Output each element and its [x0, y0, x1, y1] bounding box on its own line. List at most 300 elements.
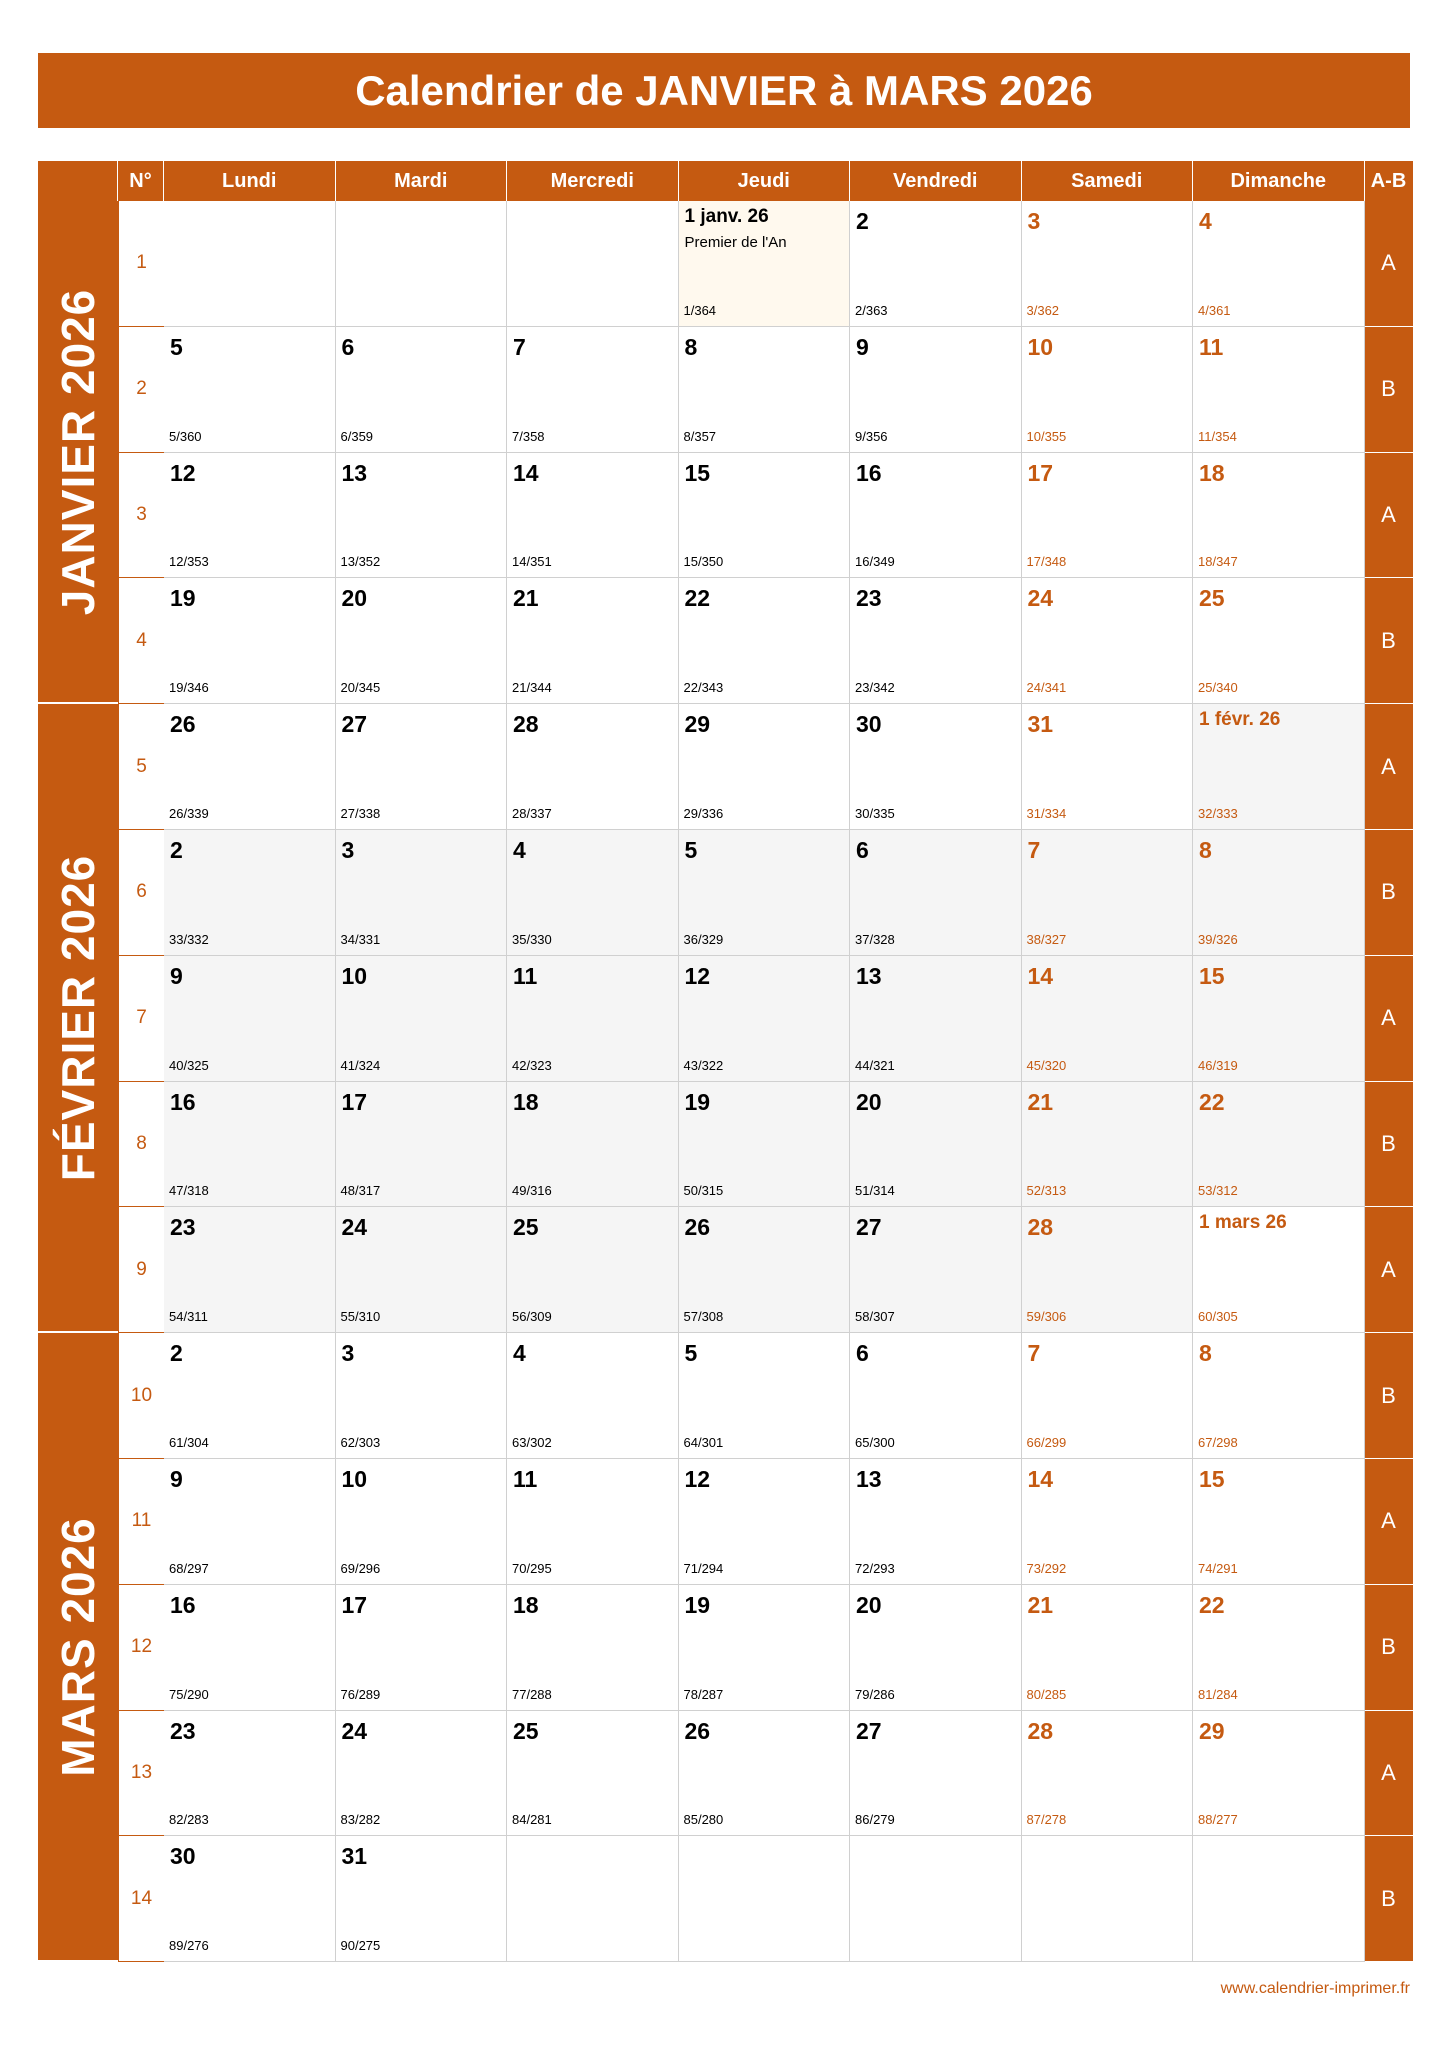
day-label: 28: [1027, 1717, 1054, 1744]
day-ordinal: 41/324: [340, 1057, 381, 1073]
day-label: 21: [1027, 1088, 1054, 1115]
day-cell: [336, 830, 508, 956]
day-cell: [1022, 201, 1194, 327]
day-label: 13: [856, 1465, 882, 1492]
ab-letter: A: [1365, 1459, 1413, 1585]
day-cell: [679, 956, 851, 1082]
ab-letter: A: [1365, 956, 1413, 1082]
day-cell: [679, 1711, 851, 1837]
day-ordinal: 10/355: [1026, 428, 1067, 444]
day-cell: [336, 1585, 508, 1711]
day-label: 9: [170, 962, 183, 989]
day-cell: [1022, 956, 1194, 1082]
day-label: 18: [1199, 459, 1225, 486]
day-cell: [1022, 704, 1194, 830]
day-ordinal: 71/294: [683, 1560, 724, 1576]
day-label: 22: [1199, 1591, 1225, 1618]
ab-letter: A: [1365, 1207, 1413, 1333]
day-cell: [507, 453, 679, 579]
day-ordinal: 9/356: [855, 428, 888, 444]
day-cell: [679, 1082, 851, 1208]
day-ordinal: 85/280: [683, 1812, 724, 1828]
day-cell: [336, 1459, 508, 1585]
day-ordinal: 37/328: [855, 931, 895, 947]
day-label: 26: [170, 711, 196, 738]
day-label: 2: [856, 208, 869, 234]
day-ordinal: 26/339: [169, 805, 209, 821]
ab-letter: B: [1365, 1333, 1413, 1459]
day-ordinal: 82/283: [169, 1812, 209, 1828]
day-ordinal: 45/320: [1026, 1057, 1067, 1073]
empty-cell: [507, 201, 679, 327]
holiday-note: Premier de l'An: [684, 234, 787, 251]
day-ordinal: 55/310: [340, 1309, 381, 1325]
day-ordinal: 87/278: [1026, 1812, 1067, 1828]
day-ordinal: 81/284: [1198, 1686, 1238, 1702]
day-cell: [164, 578, 336, 704]
day-cell: [1193, 1333, 1365, 1459]
day-ordinal: 24/341: [1026, 680, 1067, 696]
day-cell: [1193, 1082, 1365, 1208]
day-cell: [164, 1459, 336, 1585]
week-number: 8: [118, 1082, 164, 1208]
day-cell: [336, 1836, 508, 1962]
day-cell: [850, 830, 1022, 956]
day-cell: [1022, 1082, 1194, 1208]
day-cell: [1193, 1459, 1365, 1585]
day-cell: [164, 1082, 336, 1208]
day-cell: [1022, 1459, 1194, 1585]
day-ordinal: 8/357: [683, 428, 717, 444]
day-cell: [1193, 201, 1365, 327]
day-cell: [679, 453, 851, 579]
day-label: 24: [1027, 585, 1054, 612]
day-label: 14: [513, 459, 539, 486]
header-wednesday: Mercredi: [507, 161, 679, 201]
day-label: 17: [341, 1088, 368, 1115]
month-band: [38, 201, 118, 704]
day-cell: [164, 1333, 336, 1459]
day-label: 8: [1199, 1340, 1212, 1367]
day-cell: [1022, 1207, 1194, 1333]
ab-letter: A: [1365, 201, 1413, 327]
day-cell: [679, 1585, 851, 1711]
day-ordinal: 42/323: [512, 1057, 552, 1073]
day-ordinal: 48/317: [340, 1183, 381, 1199]
day-cell: [1193, 704, 1365, 830]
day-ordinal: 46/319: [1198, 1057, 1238, 1073]
day-ordinal: 76/289: [340, 1686, 381, 1702]
day-ordinal: 62/303: [340, 1434, 381, 1450]
day-cell: [679, 830, 851, 956]
day-ordinal: 54/311: [169, 1309, 208, 1325]
day-ordinal: 23/342: [855, 680, 895, 696]
month-band: [38, 1333, 118, 1962]
week-number: 11: [118, 1459, 164, 1585]
day-ordinal: 7/358: [512, 428, 545, 444]
header-corner: [38, 161, 118, 201]
day-cell: [1193, 453, 1365, 579]
day-ordinal: 56/309: [512, 1309, 552, 1325]
day-ordinal: 13/352: [340, 554, 381, 570]
day-ordinal: 3/362: [1026, 302, 1060, 318]
day-ordinal: 14/351: [512, 554, 552, 570]
day-cell: [164, 1711, 336, 1837]
day-label: 24: [341, 1214, 368, 1241]
day-label: 28: [1027, 1214, 1054, 1241]
day-ordinal: 88/277: [1198, 1812, 1238, 1828]
day-label: 20: [856, 1591, 882, 1618]
day-ordinal: 33/332: [169, 931, 209, 947]
footer-website: www.calendrier-imprimer.fr: [1220, 1980, 1410, 1997]
day-cell: [164, 704, 336, 830]
day-cell: [679, 201, 851, 327]
day-label: 3: [341, 1340, 355, 1367]
day-ordinal: 39/326: [1198, 931, 1238, 947]
day-label: 19: [684, 1088, 711, 1115]
day-ordinal: 67/298: [1198, 1434, 1238, 1450]
day-ordinal: 75/290: [169, 1686, 209, 1702]
day-ordinal: 43/322: [683, 1057, 724, 1073]
day-cell: [507, 704, 679, 830]
day-ordinal: 57/308: [683, 1309, 724, 1325]
day-ordinal: 74/291: [1198, 1560, 1238, 1576]
header-ab: A-B: [1365, 161, 1413, 201]
day-label: 22: [1199, 1088, 1225, 1115]
day-ordinal: 16/349: [855, 554, 895, 570]
day-ordinal: 32/333: [1198, 805, 1238, 821]
day-label: 8: [1199, 836, 1212, 863]
day-label: 6: [856, 1340, 869, 1367]
day-cell: [507, 327, 679, 453]
day-cell: [850, 453, 1022, 579]
day-cell: [164, 1836, 336, 1962]
month-band: [38, 704, 118, 1333]
day-label: 12: [684, 962, 711, 989]
day-ordinal: 73/292: [1026, 1560, 1067, 1576]
day-label: 10: [341, 962, 368, 989]
day-ordinal: 52/313: [1026, 1183, 1067, 1199]
day-cell: [850, 1459, 1022, 1585]
day-cell: [850, 327, 1022, 453]
day-label: 21: [1027, 1591, 1054, 1618]
day-label: 9: [170, 1465, 183, 1492]
day-label: 27: [341, 711, 368, 738]
day-cell: [164, 830, 336, 956]
week-number: 2: [118, 327, 164, 453]
day-cell: [850, 704, 1022, 830]
day-ordinal: 69/296: [340, 1560, 381, 1576]
day-label: 27: [856, 1717, 882, 1744]
day-cell: [679, 1459, 851, 1585]
day-label: 10: [1027, 333, 1054, 360]
month-label: JANVIER 2026: [52, 288, 104, 615]
empty-cell: [679, 1836, 851, 1962]
day-ordinal: 1/364: [683, 302, 717, 318]
header-tuesday: Mardi: [336, 161, 508, 201]
day-ordinal: 60/305: [1198, 1309, 1238, 1325]
day-label: 9: [856, 333, 869, 360]
day-cell: [679, 1207, 851, 1333]
day-label: 25: [1199, 585, 1225, 612]
day-ordinal: 79/286: [855, 1686, 895, 1702]
day-label: 15: [1199, 962, 1225, 989]
day-cell: [164, 1585, 336, 1711]
ab-letter: B: [1365, 1585, 1413, 1711]
week-number: 14: [118, 1836, 164, 1962]
day-ordinal: 12/353: [169, 554, 209, 570]
day-ordinal: 47/318: [169, 1183, 209, 1199]
day-cell: [1193, 1585, 1365, 1711]
day-ordinal: 66/299: [1026, 1434, 1067, 1450]
day-ordinal: 53/312: [1198, 1183, 1238, 1199]
day-label: 12: [170, 459, 196, 486]
day-label: 14: [1027, 962, 1054, 989]
day-cell: [850, 1082, 1022, 1208]
day-label: 22: [684, 585, 711, 612]
day-label: 4: [513, 1340, 526, 1367]
day-ordinal: 89/276: [169, 1938, 209, 1954]
header-monday: Lundi: [164, 161, 336, 201]
day-ordinal: 25/340: [1198, 680, 1238, 696]
calendar-grid: [38, 161, 1413, 1962]
day-cell: [679, 578, 851, 704]
header-thursday: Jeudi: [679, 161, 851, 201]
day-cell: [336, 704, 508, 830]
day-label: 18: [513, 1088, 539, 1115]
day-label: 13: [341, 459, 368, 486]
day-cell: [1193, 578, 1365, 704]
day-ordinal: 30/335: [855, 805, 895, 821]
day-cell: [1193, 327, 1365, 453]
day-cell: [850, 578, 1022, 704]
day-cell: [1193, 830, 1365, 956]
day-ordinal: 28/337: [512, 805, 552, 821]
day-label: 11: [513, 962, 538, 989]
day-ordinal: 51/314: [855, 1183, 895, 1199]
day-cell: [336, 956, 508, 1082]
day-label: 1 janv. 26: [684, 206, 769, 227]
day-label: 3: [341, 836, 355, 863]
day-label: 11: [513, 1465, 538, 1492]
day-cell: [507, 830, 679, 956]
day-label: 2: [170, 1340, 183, 1367]
day-ordinal: 31/334: [1026, 805, 1067, 821]
day-label: 16: [856, 459, 882, 486]
week-number: 9: [118, 1207, 164, 1333]
day-ordinal: 65/300: [855, 1434, 895, 1450]
day-ordinal: 21/344: [512, 680, 552, 696]
empty-cell: [1193, 1836, 1365, 1962]
day-label: 14: [1027, 1465, 1054, 1492]
day-cell: [1193, 1207, 1365, 1333]
day-ordinal: 15/350: [683, 554, 724, 570]
day-label: 7: [1027, 1340, 1041, 1367]
day-label: 18: [513, 1591, 539, 1618]
week-number: 1: [118, 201, 164, 327]
day-cell: [507, 1459, 679, 1585]
day-cell: [164, 453, 336, 579]
day-label: 5: [684, 836, 698, 863]
day-label: 30: [856, 711, 882, 738]
day-label: 8: [684, 333, 698, 360]
day-label: 29: [684, 711, 711, 738]
day-label: 2: [170, 836, 183, 863]
day-cell: [336, 453, 508, 579]
day-cell: [336, 327, 508, 453]
day-label: 25: [513, 1214, 539, 1241]
day-ordinal: 11/354: [1198, 428, 1237, 444]
ab-letter: B: [1365, 1082, 1413, 1208]
day-cell: [164, 327, 336, 453]
day-cell: [164, 1207, 336, 1333]
day-cell: [507, 1333, 679, 1459]
day-ordinal: 34/331: [340, 931, 381, 947]
day-ordinal: 35/330: [512, 931, 552, 947]
day-label: 3: [1027, 208, 1041, 234]
month-label: FÉVRIER 2026: [52, 854, 104, 1181]
day-label: 23: [856, 585, 882, 612]
header-week-number: N°: [118, 161, 164, 201]
day-cell: [850, 1711, 1022, 1837]
day-label: 20: [856, 1088, 882, 1115]
ab-letter: B: [1365, 578, 1413, 704]
day-label: 5: [170, 333, 183, 360]
day-label: 26: [684, 1717, 711, 1744]
day-cell: [507, 1207, 679, 1333]
day-label: 12: [684, 1465, 711, 1492]
day-cell: [1193, 1711, 1365, 1837]
day-ordinal: 29/336: [683, 805, 724, 821]
day-ordinal: 80/285: [1026, 1686, 1067, 1702]
empty-cell: [1022, 1836, 1194, 1962]
day-cell: [336, 1711, 508, 1837]
ab-letter: B: [1365, 327, 1413, 453]
day-label: 23: [170, 1717, 196, 1744]
day-cell: [1022, 1711, 1194, 1837]
day-label: 19: [170, 585, 196, 612]
day-label: 24: [341, 1717, 368, 1744]
day-ordinal: 36/329: [683, 931, 724, 947]
day-cell: [850, 1207, 1022, 1333]
day-label: 5: [684, 1340, 698, 1367]
day-cell: [164, 956, 336, 1082]
day-label: 1 févr. 26: [1199, 709, 1281, 731]
day-label: 11: [1199, 333, 1224, 360]
ab-letter: A: [1365, 704, 1413, 830]
day-ordinal: 6/359: [340, 428, 374, 444]
day-ordinal: 27/338: [340, 805, 381, 821]
day-label: 19: [684, 1591, 711, 1618]
day-ordinal: 63/302: [512, 1434, 552, 1450]
day-label: 10: [341, 1465, 368, 1492]
day-ordinal: 50/315: [683, 1183, 724, 1199]
day-ordinal: 4/361: [1198, 302, 1231, 318]
week-number: 3: [118, 453, 164, 579]
day-ordinal: 58/307: [855, 1309, 895, 1325]
page-title: Calendrier de JANVIER à MARS 2026: [38, 53, 1410, 128]
day-cell: [507, 578, 679, 704]
day-ordinal: 59/306: [1026, 1309, 1067, 1325]
header-saturday: Samedi: [1022, 161, 1194, 201]
day-ordinal: 5/360: [169, 428, 202, 444]
day-cell: [679, 327, 851, 453]
empty-cell: [507, 1836, 679, 1962]
day-ordinal: 77/288: [512, 1686, 552, 1702]
day-label: 7: [513, 333, 526, 360]
header-sunday: Dimanche: [1193, 161, 1365, 201]
day-cell: [1193, 956, 1365, 1082]
day-ordinal: 40/325: [169, 1057, 209, 1073]
day-label: 7: [1027, 836, 1041, 863]
ab-letter: B: [1365, 830, 1413, 956]
day-ordinal: 38/327: [1026, 931, 1067, 947]
day-cell: [336, 1082, 508, 1208]
day-label: 17: [1027, 459, 1054, 486]
day-cell: [336, 1333, 508, 1459]
day-ordinal: 20/345: [340, 680, 381, 696]
week-number: 12: [118, 1585, 164, 1711]
empty-cell: [336, 201, 508, 327]
day-ordinal: 17/348: [1026, 554, 1067, 570]
day-cell: [1022, 453, 1194, 579]
day-label: 26: [684, 1214, 711, 1241]
day-cell: [850, 1585, 1022, 1711]
day-ordinal: 18/347: [1198, 554, 1238, 570]
day-label: 20: [341, 585, 368, 612]
day-cell: [850, 1333, 1022, 1459]
day-cell: [507, 1585, 679, 1711]
day-ordinal: 70/295: [512, 1560, 552, 1576]
day-cell: [679, 704, 851, 830]
empty-cell: [850, 1836, 1022, 1962]
day-label: 15: [684, 459, 711, 486]
ab-letter: A: [1365, 1711, 1413, 1837]
day-label: 28: [513, 711, 539, 738]
day-ordinal: 90/275: [340, 1938, 381, 1954]
day-cell: [336, 578, 508, 704]
day-ordinal: 22/343: [683, 680, 724, 696]
day-label: 16: [170, 1591, 196, 1618]
day-cell: [507, 1711, 679, 1837]
day-label: 17: [341, 1591, 368, 1618]
day-label: 31: [1027, 711, 1054, 738]
day-cell: [1022, 578, 1194, 704]
day-cell: [850, 201, 1022, 327]
day-cell: [1022, 1333, 1194, 1459]
week-number: 10: [118, 1333, 164, 1459]
week-number: 4: [118, 578, 164, 704]
day-ordinal: 86/279: [855, 1812, 895, 1828]
day-cell: [679, 1333, 851, 1459]
day-ordinal: 2/363: [855, 302, 888, 318]
day-label: 29: [1199, 1717, 1225, 1744]
day-label: 1 mars 26: [1199, 1212, 1287, 1234]
day-ordinal: 19/346: [169, 680, 209, 696]
day-ordinal: 44/321: [855, 1057, 895, 1073]
ab-letter: B: [1365, 1836, 1413, 1962]
day-cell: [1022, 1585, 1194, 1711]
week-number: 6: [118, 830, 164, 956]
month-label: MARS 2026: [52, 1516, 104, 1777]
day-label: 16: [170, 1088, 196, 1115]
day-cell: [850, 956, 1022, 1082]
day-label: 6: [856, 836, 869, 863]
week-number: 7: [118, 956, 164, 1082]
week-number: 13: [118, 1711, 164, 1837]
day-label: 4: [1199, 208, 1212, 234]
day-cell: [507, 1082, 679, 1208]
